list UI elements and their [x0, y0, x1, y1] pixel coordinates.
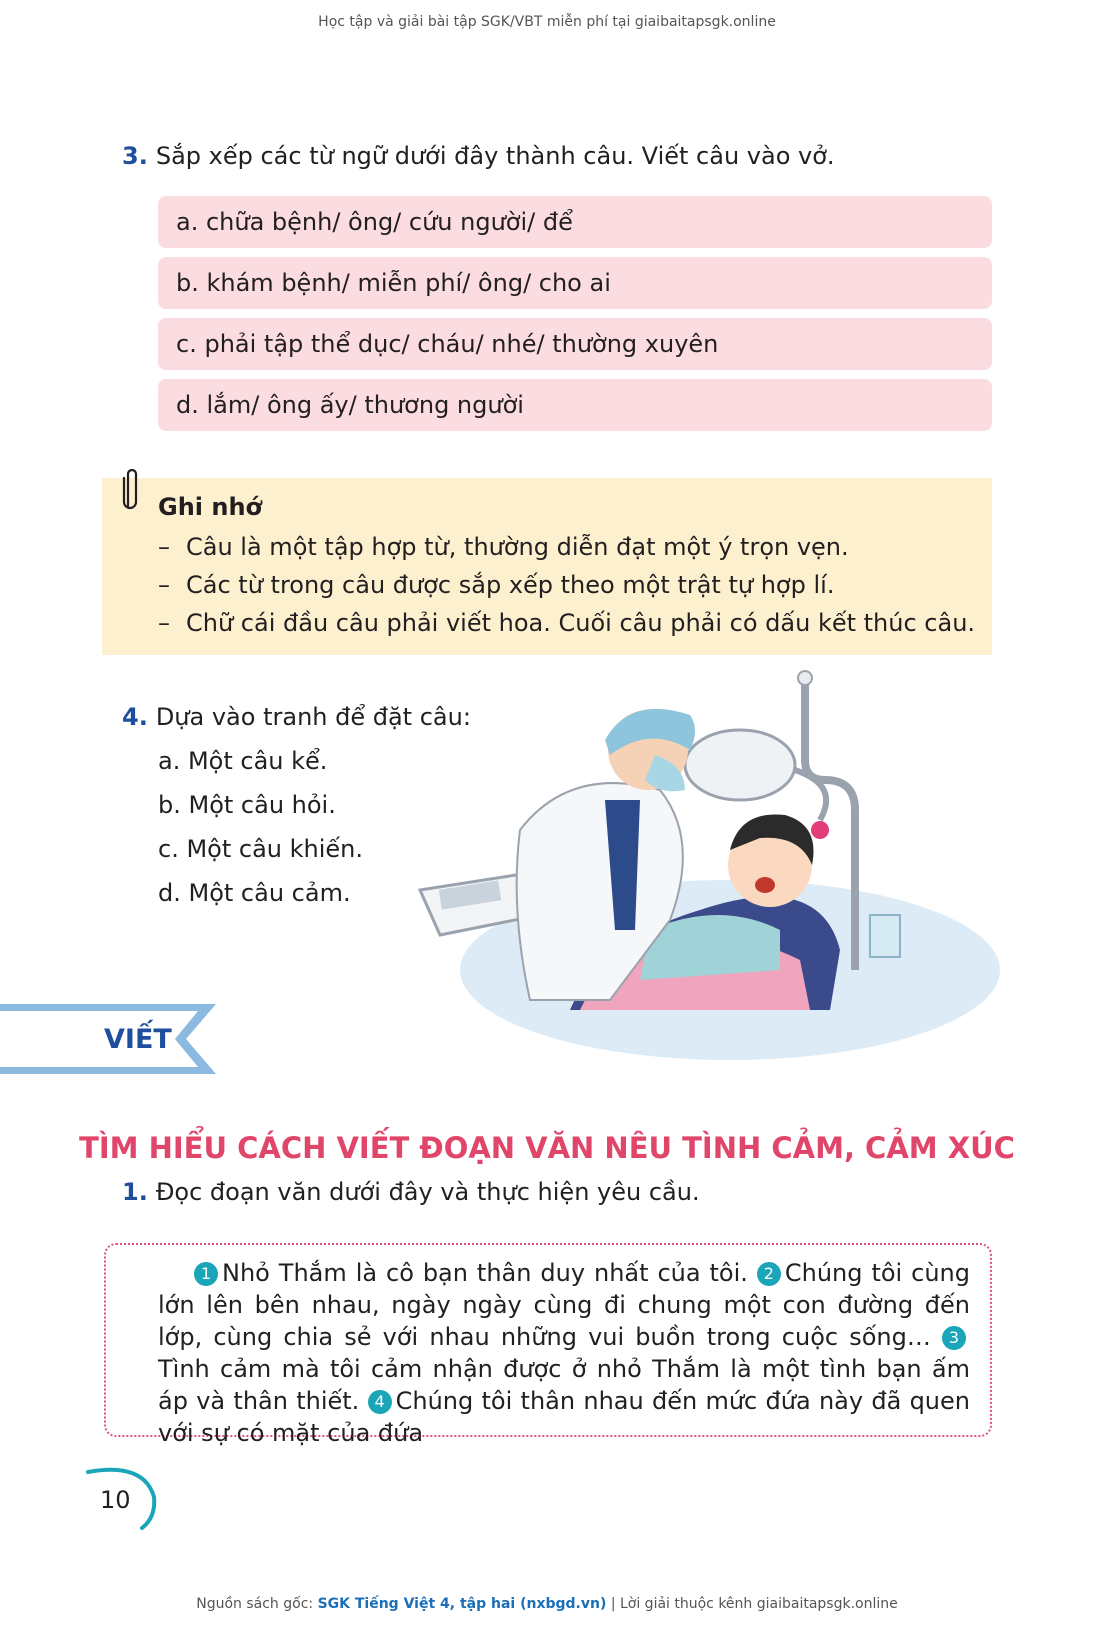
sentence-2: Chúng tôi cùng lớn lên bên nhau, ngày ngày cùng đi chung một con đường đến lớp, cùng chia sẻ với nhau những vui buồn trong cuộc sống…: [158, 1259, 970, 1351]
footer-source-link[interactable]: SGK Tiếng Việt 4, tập hai (nxbgd.vn): [317, 1596, 607, 1612]
sentence-1-badge: 1: [194, 1262, 218, 1286]
exercise3-option-b: b. khám bệnh/ miễn phí/ ông/ cho ai: [158, 257, 992, 309]
exercise4-item-a: a. Một câu kể.: [158, 747, 328, 775]
paperclip-icon: [122, 466, 142, 514]
sentence-1: Nhỏ Thắm là cô bạn thân duy nhất của tôi.: [222, 1259, 748, 1287]
exercise1-number: 1.: [122, 1178, 148, 1206]
passage-text: [158, 1257, 970, 1449]
exercise4-item-b: b. Một câu hỏi.: [158, 791, 336, 819]
dentist-child-illustration-icon: [400, 670, 1000, 1065]
note-line-1: – Câu là một tập hợp từ, thường diễn đạt một ý trọn vẹn.: [158, 533, 849, 561]
note-line-2: – Các từ trong câu được sắp xếp theo một trật tự hợp lí.: [158, 571, 835, 599]
exercise4-item-c: c. Một câu khiến.: [158, 835, 364, 863]
sentence-3: Tình cảm mà tôi cảm nhận được ở nhỏ Thắm là một tình bạn ấm áp và thân thiết.: [158, 1355, 970, 1415]
exercise4-item-d: d. Một câu cảm.: [158, 879, 351, 907]
exercise1-title-row: [122, 1178, 700, 1206]
exercise1-title: Đọc đoạn văn dưới đây và thực hiện yêu cầu.: [155, 1178, 700, 1206]
footer-note: Nguồn sách gốc: SGK Tiếng Việt 4, tập hai (nxbgd.vn) | Lời giải thuộc kênh giaibaitapsgk.online: [196, 1596, 898, 1612]
exercise3-option-d: d. lắm/ ông ấy/ thương người: [158, 379, 992, 431]
sentence-3-badge: 3: [942, 1326, 966, 1350]
sentence-4: Chúng tôi thân nhau đến mức đứa này đã quen với sự có mặt của đứa: [158, 1387, 970, 1447]
note-title: Ghi nhớ: [158, 493, 263, 521]
exercise3-title-row: [122, 142, 835, 170]
section-title: TÌM HIỂU CÁCH VIẾT ĐOẠN VĂN NÊU TÌNH CẢM, CẢM XÚC: [79, 1131, 1015, 1165]
exercise3-option-c: c. phải tập thể dục/ cháu/ nhé/ thường xuyên: [158, 318, 992, 370]
exercise3-title: Sắp xếp các từ ngữ dưới đây thành câu. Viết câu vào vở.: [155, 142, 835, 170]
header-note: Học tập và giải bài tập SGK/VBT miễn phí tại giaibaitapsgk.online: [318, 14, 776, 30]
exercise4-title: Dựa vào tranh để đặt câu:: [155, 703, 471, 731]
note-line-3: – Chữ cái đầu câu phải viết hoa. Cuối câu phải có dấu kết thúc câu.: [158, 609, 976, 637]
sentence-4-badge: 4: [368, 1390, 392, 1414]
exercise3-number: 3.: [122, 142, 148, 170]
sentence-2-badge: 2: [757, 1262, 781, 1286]
viet-section-label: VIẾT: [104, 1024, 172, 1055]
exercise4-number: 4.: [122, 703, 148, 731]
page-number: 10: [100, 1486, 131, 1514]
exercise3-option-a: a. chữa bệnh/ ông/ cứu người/ để: [158, 196, 992, 248]
